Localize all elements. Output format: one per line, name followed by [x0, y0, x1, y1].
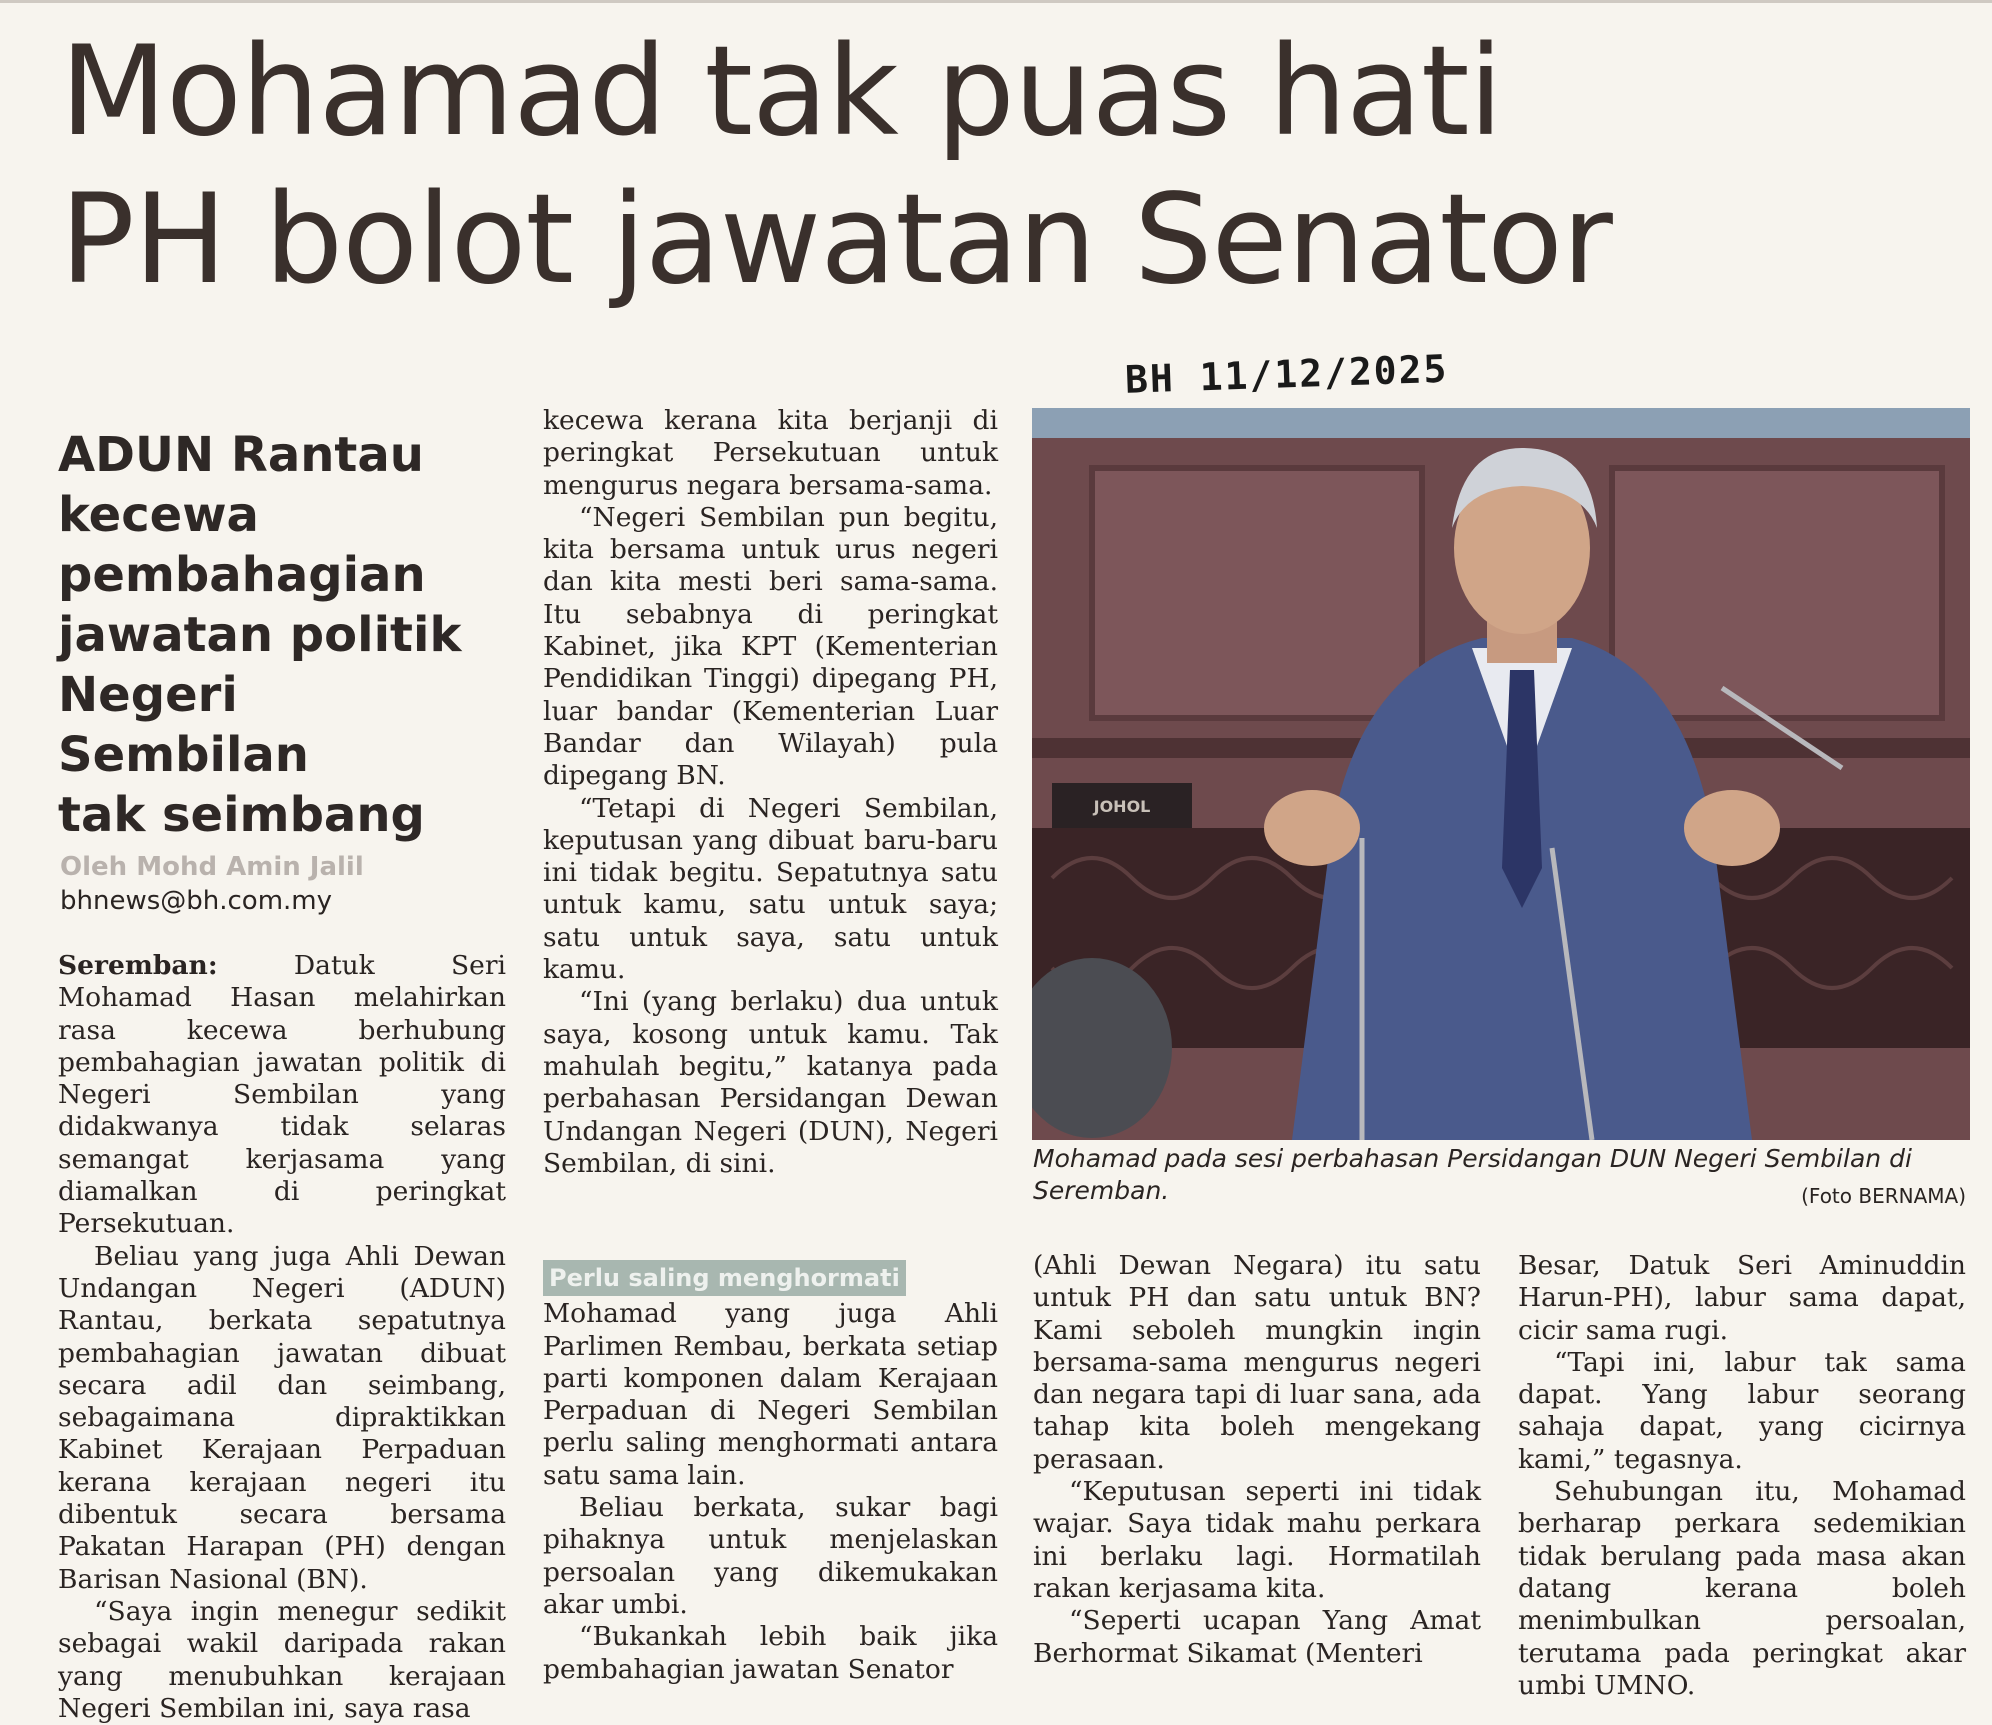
- headline-line-2: PH bolot jawatan Senator: [60, 168, 1612, 312]
- paragraph: “Tetapi di Negeri Sembilan, keputusan yang dibuat baru-baru ini tidak begitu. Sepatutnya satu untuk kamu, satu untuk saya; satu untuk saya, satu untuk kamu.: [543, 792, 998, 986]
- deck-line: kecewa: [58, 487, 259, 543]
- headline-line-1: Mohamad tak puas hati: [60, 20, 1503, 164]
- paragraph: “Keputusan seperti ini tidak wajar. Saya tidak mahu perkara ini berlaku lagi. Hormatilah rakan kerjasama kita.: [1033, 1476, 1481, 1604]
- deck-line: ADUN Rantau: [58, 427, 424, 483]
- paragraph: “Saya ingin menegur sedikit sebagai wakil daripada rakan yang menubuhkan kerajaan Negeri Sembilan ini, saya rasa: [58, 1595, 506, 1724]
- paragraph: “Ini (yang berlaku) dua untuk saya, kosong untuk kamu. Tak mahulah begitu,” katanya pada perbahasan Persidangan Dewan Undangan Negeri (DUN), Negeri Sembilan, di sini.: [543, 986, 998, 1179]
- paragraph: “Seperti ucapan Yang Amat Berhormat Sikamat (Menteri: [1033, 1605, 1481, 1669]
- deck-line: tak seimbang: [58, 787, 425, 843]
- article-column-2-lower: [543, 1260, 998, 1686]
- paragraph: Sehubungan itu, Mohamad berharap perkara sedemikian tidak berulang pada masa akan datang kerana boleh menimbulkan persoalan, terutama pada peringkat akar umbi UMNO.: [1518, 1476, 1966, 1701]
- article-column-4: [1518, 1250, 1966, 1702]
- byline-author: Oleh Mohd Amin Jalil: [60, 852, 364, 882]
- handwritten-date: BH 11/12/2025: [1124, 346, 1450, 402]
- page-top-border: [0, 0, 1992, 3]
- paragraph: “Tapi ini, labur tak sama dapat. Yang labur seorang sahaja dapat, yang cicirnya kami,” tegasnya.: [1518, 1346, 1966, 1475]
- byline-email: bhnews@bh.com.my: [60, 886, 333, 916]
- news-photo: [1032, 408, 1970, 1140]
- headline: [60, 18, 1960, 314]
- paragraph: Beliau yang juga Ahli Dewan Undangan Negeri (ADUN) Rantau, berkata sepatutnya pembahagian jawatan dibuat secara adil dan seimbang, sebagaimana dipraktikkan Kabinet Kerajaan Perpaduan kerana kerajaan negeri itu dibentuk secara bersama Pakatan Harapan (PH) dengan Barisan Nasional (BN).: [58, 1240, 506, 1595]
- article-column-1: [58, 950, 506, 1725]
- deck-subheadline: [58, 425, 498, 845]
- section-subhead: Perlu saling menghormati: [543, 1260, 906, 1296]
- byline: [60, 850, 500, 918]
- paragraph: “Bukankah lebih baik jika pembahagian jawatan Senator: [543, 1621, 998, 1685]
- article-column-3: [1033, 1250, 1481, 1670]
- deck-line: pembahagian: [58, 547, 426, 603]
- paragraph: Mohamad yang juga Ahli Parlimen Rembau, berkata setiap parti komponen dalam Kerajaan Perpaduan di Negeri Sembilan perlu saling menghormati antara satu sama lain.: [543, 1298, 998, 1491]
- paragraph: (Ahli Dewan Negara) itu satu untuk PH dan satu untuk BN? Kami seboleh mungkin ingin bersama-sama mengurus negeri dan negara tapi di luar sana, ada tahap kita boleh mengekang perasaan.: [1033, 1250, 1481, 1475]
- deck-line: jawatan politik: [58, 607, 462, 663]
- photo-caption: Mohamad pada sesi perbahasan Persidangan DUN Negeri Sembilan di Seremban.: [1033, 1144, 1912, 1205]
- photo-illustration: [1032, 408, 1970, 1140]
- photo-credit: (Foto BERNAMA): [1801, 1184, 1966, 1208]
- paragraph: Besar, Datuk Seri Aminuddin Harun-PH), labur sama dapat, cicir sama rugi.: [1518, 1250, 1966, 1346]
- paragraph: [58, 950, 506, 1241]
- nameplate-text: JOHOL: [1093, 797, 1151, 816]
- paragraph: kecewa kerana kita berjanji di peringkat Persekutuan untuk mengurus negara bersama-sama.: [543, 405, 998, 501]
- dateline: Seremban:: [58, 950, 218, 981]
- paragraph: “Negeri Sembilan pun begitu, kita bersama untuk urus negeri dan kita mesti beri sama-sama. Itu sebabnya di peringkat Kabinet, jika KPT (Kementerian Pendidikan Tinggi) dipegang PH, luar bandar (Kementerian Luar Bandar dan Wilayah) pula dipegang BN.: [543, 501, 998, 792]
- paragraph-text: Datuk Seri Mohamad Hasan melahirkan rasa kecewa berhubung pembahagian jawatan politik di Negeri Sembilan yang didakwanya tidak selaras semangat kerjasama yang diamalkan di peringkat Persekutuan.: [58, 950, 506, 1240]
- article-column-2: [543, 405, 998, 1180]
- paragraph: Beliau berkata, sukar bagi pihaknya untuk menjelaskan persoalan yang dikemukakan akar umbi.: [543, 1492, 998, 1620]
- deck-line: Negeri Sembilan: [58, 667, 309, 783]
